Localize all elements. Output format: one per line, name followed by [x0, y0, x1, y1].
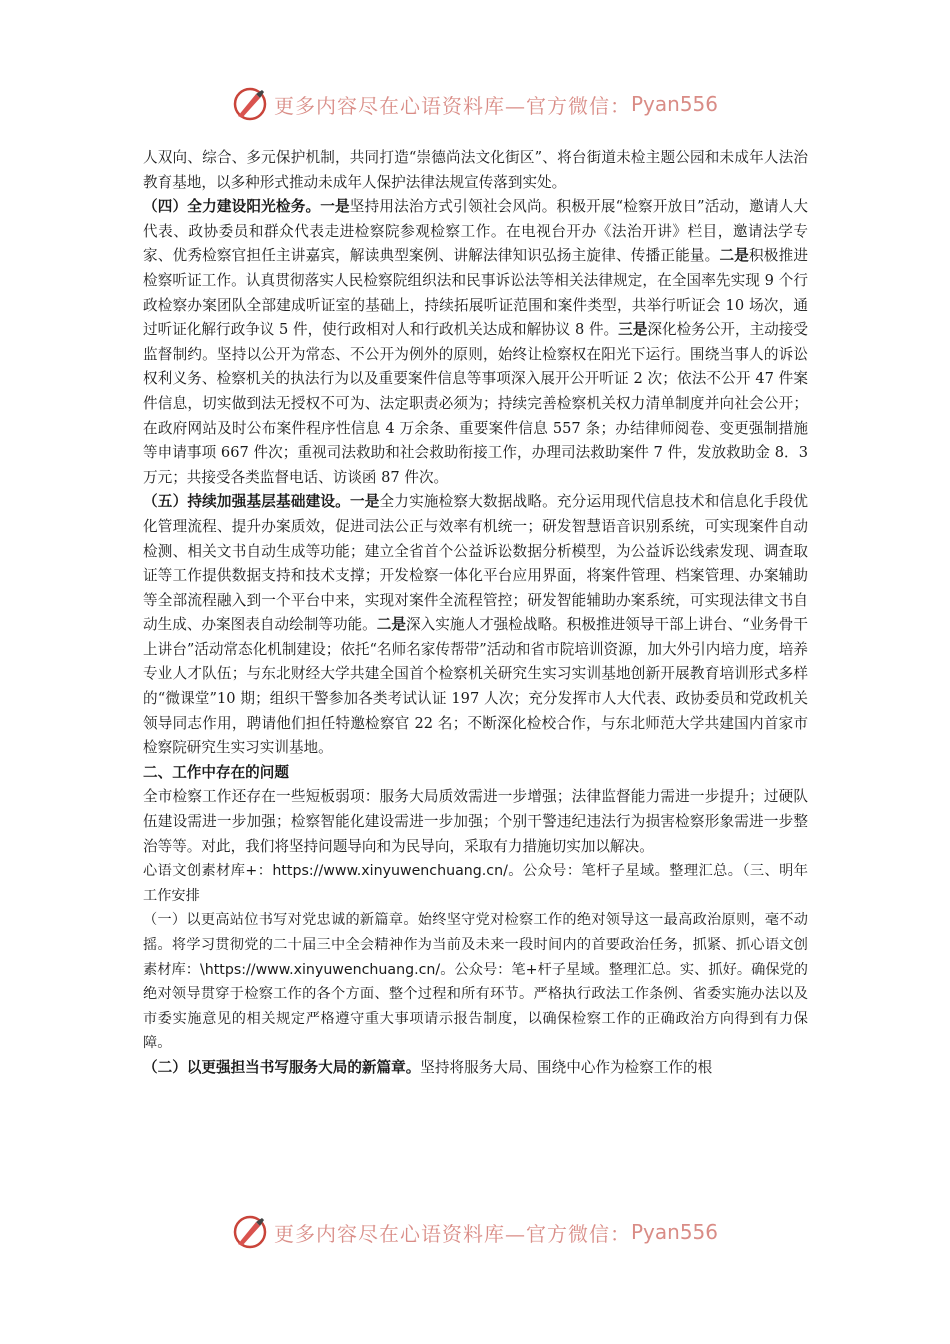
- paragraph: 人双向、综合、多元保护机制，共同打造“崇德尚法文化街区”、将台街道未检主题公园和未成年人法治教育基地，以多种形式推动未成年人保护法律法规宣传落到实处。: [143, 149, 808, 191]
- paragraph: （四）全力建设阳光检务。一是坚持用法治方式引领社会风尚。积极开展“检察开放日”活动，邀请人大代表、政协委员和群众代表走进检察院参观检察工作。在电视台开办《法治开讲》栏目，邀请法学专家、优秀检察官担任主讲嘉宾，解读典型案例、讲解法律知识弘扬主旋律、传播正能量。二是积极推进检察听证工作。认真贯彻落实人民检察院组织法和民事诉讼法等相关法律规定，在全国率先实现 9 个行政检察办案团队全部建成听证室的基础上，持续拓展听证范围和案件类型，共举行听证会 10 场次，通过听证化解行政争议 5 件，使行政相对人和行政机关达成和解协议 8 件。三是深化检务公开，主动接受监督制约。坚持以公开为常态、不公开为例外的原则，始终让检察权在阳光下运行。围绕当事人的诉讼权利义务、检察机关的执法行为以及重要案件信息等事项深入展开公开听证 2 次；依法不公开 47 件案件信息，切实做到法无授权不可为、法定职责必须为；持续完善检察机关权力清单制度并向社会公开；在政府网站及时公布案件程序性信息 4 万余条、重要案件信息 557 条；办结律师阅卷、变更强制措施等申请事项 667 件次；重视司法救助和社会救助衔接工作，办理司法救助案件 7 件，发放救助金 8．3 万元；共接受各类监督电话、访谈函 87 件次。: [143, 198, 808, 486]
- pen-logo-icon: [232, 86, 268, 122]
- section-heading: （二）以更强担当书写服务大局的新篇章。: [143, 1058, 421, 1076]
- document-body: [143, 146, 808, 1081]
- paragraph: 全市检察工作还存在一些短板弱项：服务大局质效需进一步增强；法律监督能力需进一步提升；过硬队伍建设需进一步加强；检察智能化建设需进一步加强；个别干警违纪违法行为损害检察形象需进一步整治等等。对此，我们将坚持问题导向和为民导向，采取有力措施切实加以解决。: [143, 788, 808, 855]
- paragraph: 心语文创素材库+：https://www.xinyuwenchuang.cn/。公众号：笔杆子星域。整理汇总。（三、明年工作安排: [143, 863, 808, 904]
- watermark-handle: Pyan556: [630, 1220, 718, 1244]
- section-heading: （五）持续加强基层基础建设。一是: [143, 493, 380, 511]
- watermark-text: 更多内容尽在心语资料库—官方微信：: [273, 1221, 631, 1246]
- chapter-heading: 二、工作中存在的问题: [143, 763, 289, 781]
- watermark-header: [0, 84, 950, 124]
- watermark-footer: [0, 1212, 950, 1252]
- watermark-handle: Pyan556: [630, 92, 718, 116]
- section-heading: （四）全力建设阳光检务。一是: [143, 198, 350, 216]
- watermark-text: 更多内容尽在心语资料库—官方微信：: [273, 93, 631, 118]
- paragraph: （二）以更强担当书写服务大局的新篇章。坚持将服务大局、围绕中心作为检察工作的根: [143, 1058, 713, 1076]
- pen-logo-icon: [232, 1214, 268, 1250]
- paragraph: （五）持续加强基层基础建设。一是全力实施检察大数据战略。充分运用现代信息技术和信息化手段优化管理流程、提升办案质效，促进司法公正与效率有机统一；研发智慧语音识别系统，可实现案件自动检测、相关文书自动生成等功能；建立全省首个公益诉讼数据分析模型，为公益诉讼线索发现、调查取证等工作提供数据支持和技术支撑；开发检察一体化平台应用界面，将案件管理、档案管理、办案辅助等全部流程融入到一个平台中来，实现对案件全流程管控；研发智能辅助办案系统，可实现法律文书自动生成、办案图表自动绘制等功能。二是深入实施人才强检战略。积极推进领导干部上讲台、“业务骨干上讲台”活动常态化机制建设；依托“名师名家传帮带”活动和省市院培训资源，加大外引内培力度，培养专业人才队伍；与东北财经大学共建全国首个检察机关研究生实习实训基地创新开展教育培训形式多样的“微课堂”10 期；组织干警参加各类考试认证 197 人次；充分发挥市人大代表、政协委员和党政机关领导同志作用，聘请他们担任特邀检察官 22 名；不断深化检校合作，与东北师范大学共建国内首家市检察院研究生实习实训基地。: [143, 493, 808, 757]
- paragraph: （一）以更高站位书写对党忠诚的新篇章。始终坚守党对检察工作的绝对领导这一最高政治原则，毫不动摇。将学习贯彻党的二十届三中全会精神作为当前及未来一段时间内的首要政治任务，抓紧、抓心语文创素材库：\https://www.xinyuwenchuang.cn/。公众号：笔+杆子星域。整理汇总。实、抓好。确保党的绝对领导贯穿于检察工作的各个方面、整个过程和所有环节。严格执行政法工作条例、省委实施办法以及市委实施意见的相关规定严格遵守重大事项请示报告制度，以确保检察工作的正确政治方向得到有力保障。: [143, 912, 808, 1052]
